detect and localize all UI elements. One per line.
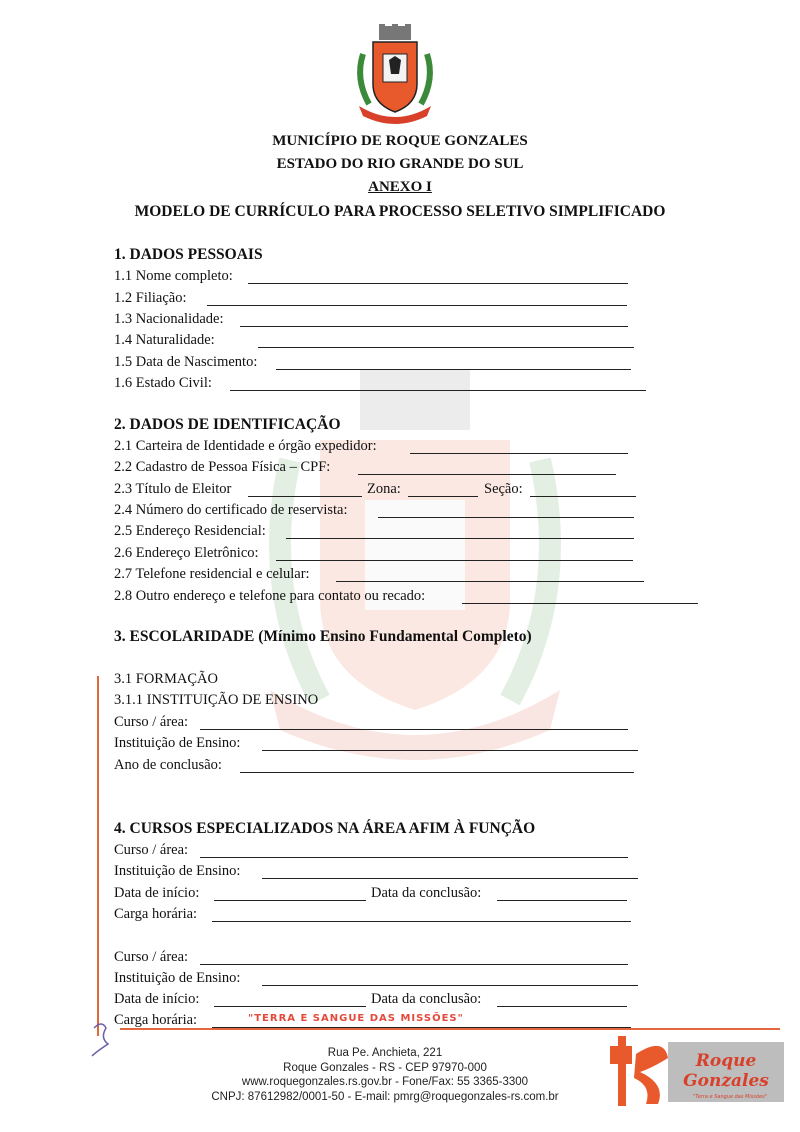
municipality-name: MUNICÍPIO DE ROQUE GONZALES [272,133,528,149]
footer-line-city: Roque Gonzales - RS - CEP 97970-000 [283,1061,487,1074]
s3-instituicao-line[interactable] [262,750,638,751]
s4b-data-conclusao-line[interactable] [497,1006,627,1007]
field-filiacao-label: 1.2 Filiação: [114,290,187,306]
field-endereco-residencial-line[interactable] [286,538,634,539]
field-secao-label: Seção: [484,481,523,497]
instituicao-heading: 3.1.1 INSTITUIÇÃO DE ENSINO [114,692,319,708]
formacao-heading: 3.1 FORMAÇÃO [114,671,218,687]
footer-address [170,1046,600,1104]
field-data-nascimento-label: 1.5 Data de Nascimento: [114,354,258,370]
roque-gonzales-logo [606,1034,786,1108]
field-titulo-eleitor-line[interactable] [248,496,362,497]
field-naturalidade-line[interactable] [258,347,634,348]
field-outro-endereco-line[interactable] [462,603,698,604]
field-nome-completo-line[interactable] [248,283,628,284]
left-margin-bar [97,676,99,1036]
s4b-carga-horaria-label: Carga horária: [114,1012,198,1028]
field-zona-line[interactable] [408,496,478,497]
s4b-curso-label: Curso / área: [114,949,189,965]
field-telefone-line[interactable] [336,581,644,582]
s4a-carga-horaria-label: Carga horária: [114,906,198,922]
s4a-data-conclusao-label: Data da conclusão: [371,885,482,901]
field-filiacao-line[interactable] [207,305,627,306]
field-secao-line[interactable] [530,496,636,497]
s3-curso-line[interactable] [200,729,628,730]
field-nacionalidade-label: 1.3 Nacionalidade: [114,311,224,327]
municipal-coat-of-arms [349,24,441,126]
field-estado-civil-label: 1.6 Estado Civil: [114,375,212,391]
field-zona-label: Zona: [367,481,401,497]
field-titulo-eleitor-label: 2.3 Título de Eleitor [114,481,232,497]
field-data-nascimento-line[interactable] [276,369,631,370]
s4b-instituicao-line[interactable] [262,985,638,986]
svg-text:Roque: Roque [695,1051,757,1071]
s4a-data-conclusao-line[interactable] [497,900,627,901]
svg-text:"Terra e Sangue das Missões": "Terra e Sangue das Missões" [692,1094,768,1100]
s4a-carga-horaria-line[interactable] [212,921,631,922]
footer-line-street: Rua Pe. Anchieta, 221 [327,1047,443,1059]
s4b-data-conclusao-label: Data da conclusão: [371,991,482,1007]
field-telefone-label: 2.7 Telefone residencial e celular: [114,566,310,582]
section-1-title: 1. DADOS PESSOAIS [114,246,263,263]
section-3-title: 3. ESCOLARIDADE (Mínimo Ensino Fundamental Completo) [114,628,532,645]
s4a-data-inicio-line[interactable] [214,900,366,901]
footer-line-web-phone: www.roquegonzales.rs.gov.br - Fone/Fax: 55 3365-3300 [241,1076,529,1088]
s4a-curso-label: Curso / área: [114,842,189,858]
s4b-curso-line[interactable] [200,964,628,965]
motto-text: "TERRA E SANGUE DAS MISSÕES" [248,1013,464,1024]
field-outro-endereco-label: 2.8 Outro endereço e telefone para contato ou recado: [114,588,426,604]
field-estado-civil-line[interactable] [230,390,646,391]
svg-text:Gonzales: Gonzales [683,1071,769,1091]
field-nacionalidade-line[interactable] [240,326,628,327]
section-4-title: 4. CURSOS ESPECIALIZADOS NA ÁREA AFIM À FUNÇÃO [114,820,536,837]
annex-title [0,179,800,196]
field-nome-completo-label: 1.1 Nome completo: [114,268,233,284]
field-endereco-residencial-label: 2.5 Endereço Residencial: [114,523,266,539]
s4b-data-inicio-line[interactable] [214,1006,366,1007]
s3-curso-label: Curso / área: [114,714,189,730]
s4b-data-inicio-label: Data de início: [114,991,200,1007]
s4b-instituicao-label: Instituição de Ensino: [114,970,241,986]
s3-instituicao-label: Instituição de Ensino: [114,735,241,751]
s3-ano-conclusao-line[interactable] [240,772,634,773]
field-carteira-identidade-label: 2.1 Carteira de Identidade e órgão expedidor: [114,438,377,454]
s4a-data-inicio-label: Data de início: [114,885,200,901]
field-reservista-line[interactable] [378,517,634,518]
scribble-mark [88,1018,128,1058]
field-naturalidade-label: 1.4 Naturalidade: [114,332,215,348]
s3-ano-conclusao-label: Ano de conclusão: [114,757,222,773]
s4a-instituicao-label: Instituição de Ensino: [114,863,241,879]
section-2-title: 2. DADOS DE IDENTIFICAÇÃO [114,416,341,433]
field-cpf-line[interactable] [358,474,616,475]
s4a-instituicao-line[interactable] [262,878,638,879]
field-endereco-eletronico-label: 2.6 Endereço Eletrônico: [114,545,259,561]
field-endereco-eletronico-line[interactable] [276,560,633,561]
footer-rule [120,1028,780,1030]
footer-line-cnpj-email: CNPJ: 87612982/0001-50 - E-mail: pmrg@roquegonzales-rs.com.br [211,1090,559,1103]
document-title: MODELO DE CURRÍCULO PARA PROCESSO SELETIVO SIMPLIFICADO [134,203,666,220]
annex-label: ANEXO I [368,179,432,195]
field-carteira-identidade-line[interactable] [410,453,628,454]
state-name: ESTADO DO RIO GRANDE DO SUL [276,156,524,172]
s4a-curso-line[interactable] [200,857,628,858]
field-reservista-label: 2.4 Número do certificado de reservista: [114,502,348,518]
field-cpf-label: 2.2 Cadastro de Pessoa Física – CPF: [114,459,331,475]
